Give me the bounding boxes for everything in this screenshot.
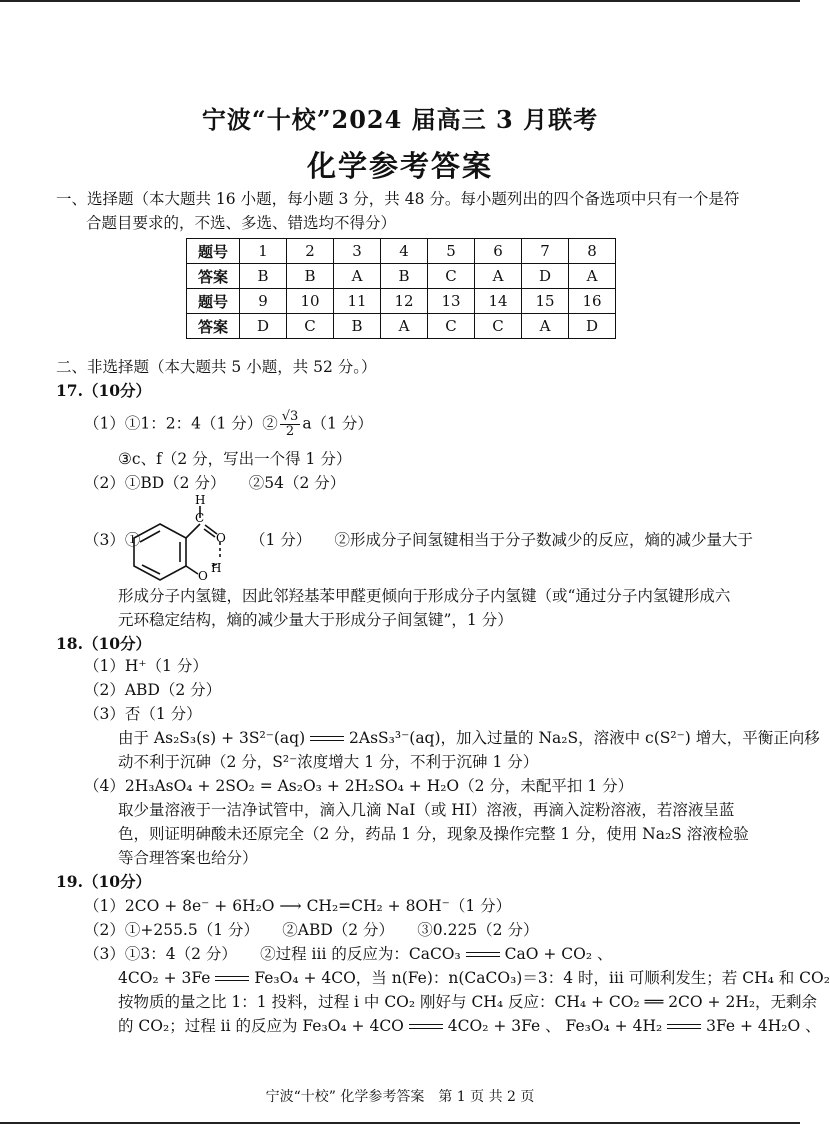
q18-part2: （2）ABD（2 分） [84,681,222,699]
table-row [187,289,616,314]
equation-middle: 4CO₂ + 3Fe 、 Fe₃O₄ + 4H₂ [447,1017,663,1035]
equilibrium-arrow-icon [409,1023,443,1031]
q18-part3: （3）否（1 分） [84,705,202,723]
atom-label: H [211,561,222,575]
table-cell: 题号 [187,289,240,314]
table-cell: 答案 [187,264,240,289]
q18-part4: （4）2H₃AsO₄ + 2SO₂ = As₂O₃ + 2H₂SO₄ + H₂O（2 分，未配平扣 1 分） [84,777,634,795]
table-cell: C [428,264,475,289]
equation-left: 的 CO₂；过程 ii 的反应为 Fe₃O₄ + 4CO [118,1017,404,1035]
table-cell: A [334,264,381,289]
table-cell: 6 [475,239,522,264]
table-row [187,314,616,339]
table-cell: 题号 [187,239,240,264]
table-cell: 1 [240,239,287,264]
table-cell: 答案 [187,314,240,339]
bottom-border [0,1122,800,1124]
table-row [187,264,616,289]
table-cell: C [475,314,522,339]
equilibrium-arrow-icon [667,1023,701,1031]
equation-left: 4CO₂ + 3Fe [118,969,211,987]
q17-heading: 17.（10分） [56,381,152,400]
q17-part3-line3: 元环稳定结构，熵的减少量大于形成分子间氢键”，1 分） [118,611,513,629]
q17-part3-label: （3）① [84,531,141,549]
table-cell: C [428,314,475,339]
equation-right: Fe₃O₄ + 4CO，当 n(Fe)：n(CaCO₃)＝3：4 时，iii 可顺利发生；若 CH₄ 和 CO₂ [254,969,830,987]
q18-part3-line2: 动不利于沉砷（2 分，S²⁻浓度增大 1 分，不利于沉砷 1 分） [118,753,539,771]
table-cell: D [569,314,616,339]
exam-title: 宁波“十校”2024 届高三 3 月联考 [201,105,599,134]
table-cell: 12 [381,289,428,314]
table-cell: B [334,314,381,339]
table-cell: 4 [381,239,428,264]
equilibrium-arrow-icon [310,735,344,743]
table-cell: 10 [287,289,334,314]
table-cell: D [522,264,569,289]
q17-part3-line2: 形成分子内氢键，因此邻羟基苯甲醛更倾向于形成分子内氢键（或“通过分子内氢键形成六 [118,587,731,605]
table-row [187,239,616,264]
table-cell: 15 [522,289,569,314]
equation-right: CaO + CO₂ 、 [504,945,613,963]
bond-line [186,524,200,538]
atom-label: O [198,569,208,583]
page-footer: 宁波“十校” 化学参考答案 第 1 页 共 2 页 [265,1089,535,1105]
atom-label: O [216,531,226,545]
table-cell: B [287,264,334,289]
page-title: 化学参考答案 [306,149,493,183]
q18-part3-line1 [118,727,820,749]
table-cell: 14 [475,289,522,314]
bond-line [204,529,215,537]
table-cell: 2 [287,239,334,264]
table-cell: A [381,314,428,339]
answer-table [186,238,616,339]
q17-part1-tail: a（1 分） [302,414,373,433]
q17-part1 [84,410,373,439]
section1-intro-line1: 一、选择题（本大题共 16 小题，每小题 3 分，共 48 分。每小题列出的四个备选项中只有一个是符 [56,190,740,208]
q18-heading: 18.（10分） [56,634,152,653]
table-cell: 9 [240,289,287,314]
q19-part3-line2 [118,967,830,989]
table-cell: 8 [569,239,616,264]
equation-right: 3Fe + 4H₂O 、 [706,1017,821,1035]
equilibrium-arrow-icon [466,951,500,959]
table-cell: 3 [334,239,381,264]
table-cell: A [569,264,616,289]
q18-part4-line3: 等合理答案也给分） [118,849,258,867]
q18-part1: （1）H⁺（1 分） [84,657,208,675]
equation-left: （3）①3：4（2 分） ②过程 iii 的反应为：CaCO₃ [84,945,461,963]
table-cell: 7 [522,239,569,264]
table-cell: C [287,314,334,339]
q19-part2: （2）①+255.5（1 分） ②ABD（2 分） ③0.225（2 分） [84,921,539,939]
fraction-denominator: 2 [285,424,295,439]
q17-part1-text: （1）①1：2：4（1 分）② [84,414,278,433]
table-cell: 5 [428,239,475,264]
atom-label: C [195,511,205,525]
atom-label: H [195,493,206,507]
q17-part2: （2）①BD（2 分） ②54（2 分） [84,474,346,492]
q19-part3 [84,943,612,965]
equation-right: 2AsS₃³⁻(aq)，加入过量的 Na₂S，溶液中 c(S²⁻) 增大，平衡正向移 [349,729,820,747]
bond-line [186,566,198,574]
section1-intro-line2: 合题目要求的，不选、多选、错选均不得分） [86,214,397,232]
q19-part3-line4 [118,1015,821,1037]
fraction-numerator: √3 [281,409,299,424]
q19-part3-line3: 按物质的量之比 1：1 投料，过程 i 中 CO₂ 刚好与 CH₄ 反应：CH₄ + CO₂ ══ 2CO + 2H₂，无剩余 [118,993,818,1011]
table-cell: B [381,264,428,289]
q17-part3-line1: （1 分） ②形成分子间氢键相当于分子数减少的反应，熵的减少量大于 [250,531,754,549]
equation-left: 由于 As₂S₃(s) + 3S²⁻(aq) [118,729,306,747]
benzene-ring [134,524,186,580]
table-cell: A [475,264,522,289]
table-cell: D [240,314,287,339]
q17-part1c: ③c、f（2 分，写出一个得 1 分） [118,450,352,468]
salicylaldehyde-structure-diagram [120,492,250,588]
table-cell: A [522,314,569,339]
section2-heading: 二、非选择题（本大题共 5 小题，共 52 分。） [56,358,377,376]
q18-part4-line2: 色，则证明砷酸未还原完全（2 分，药品 1 分，现象及操作完整 1 分，使用 Na₂S 溶液检验 [118,825,749,843]
table-cell: 16 [569,289,616,314]
q19-part1: （1）2CO + 8e⁻ + 6H₂O ⟶ CH₂=CH₂ + 8OH⁻（1 分） [84,897,512,915]
table-cell: 13 [428,289,475,314]
q18-part4-line1: 取少量溶液于一洁净试管中，滴入几滴 NaI（或 HI）溶液，再滴入淀粉溶液，若溶液呈蓝 [118,801,735,819]
table-cell: B [240,264,287,289]
sqrt3-over-2-fraction [280,410,301,439]
equilibrium-arrow-icon [215,975,249,983]
table-cell: 11 [334,289,381,314]
q19-heading: 19.（10分） [56,872,152,891]
